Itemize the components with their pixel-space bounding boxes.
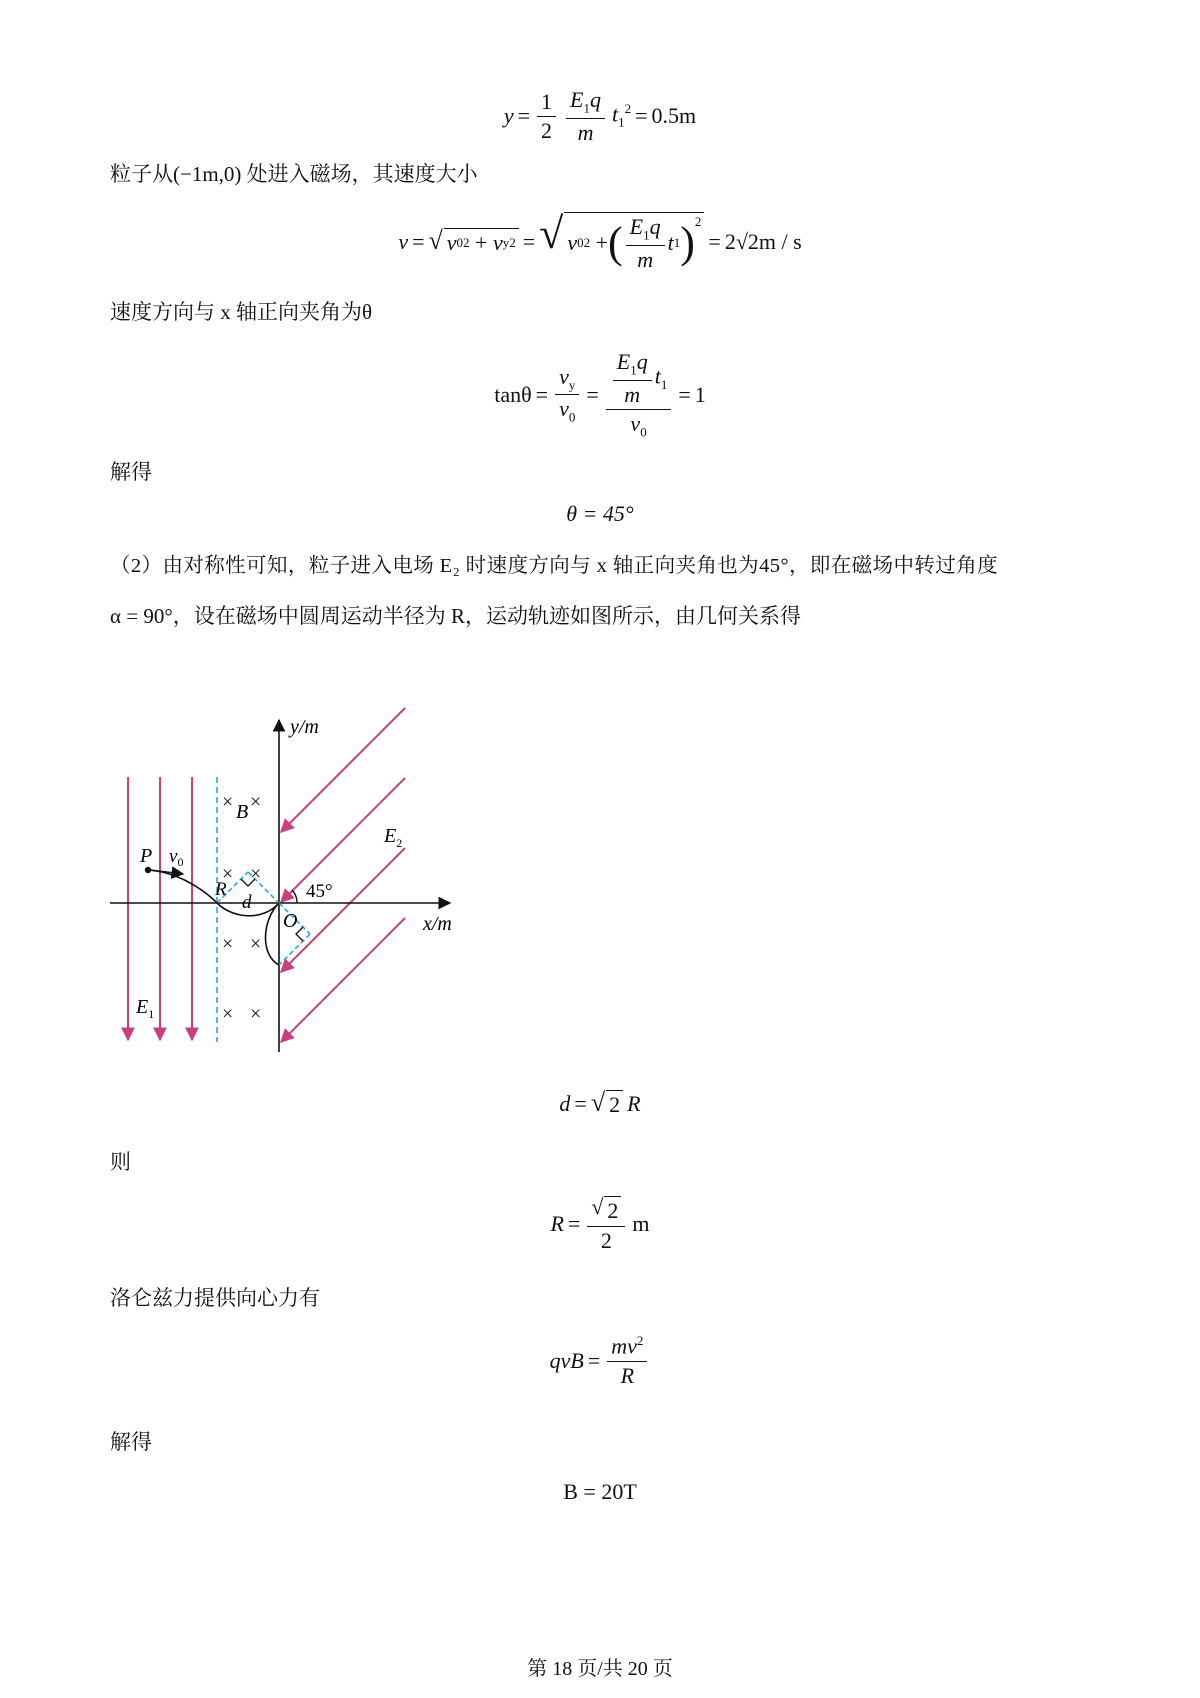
- point-p-dot: [145, 867, 151, 873]
- svg-text:×: ×: [250, 791, 262, 813]
- text-entry-point: 粒子从(−1m,0) 处进入磁场，其速度大小: [110, 162, 478, 186]
- angle-arc: [292, 890, 297, 903]
- svg-text:×: ×: [250, 863, 262, 885]
- equation-tan-theta: tanθ = $\frac{v_y}{v_0}$ = $\frac{E_1q}{m}$ $t_1$ $v_0$ = 1: [494, 349, 706, 440]
- x-axis-label: x/m: [423, 913, 452, 935]
- svg-text:×: ×: [250, 1003, 262, 1025]
- svg-text:×: ×: [250, 933, 262, 955]
- point-p-label: P: [140, 845, 153, 867]
- radius-label: R: [215, 879, 227, 900]
- svg-text:×: ×: [222, 863, 234, 885]
- equation-position-y: y = $\frac{1}{2}$ $\frac{E_1q}{m}$ $t_1^2$ = 0.5m: [503, 87, 697, 145]
- text-solve-2: 解得: [110, 1430, 152, 1454]
- equation-b-result: B = 20T: [563, 1479, 637, 1504]
- equation-velocity: v = √ v 0 2 + v y 2 = √ v 0 2 + ( $\frac{E_1q}{m}$ t 1 ) $^2$ = 2√2m / s: [398, 209, 802, 272]
- y-axis-label: y/m: [290, 716, 319, 738]
- velocity-label: $v_0$: [169, 846, 184, 869]
- magnetic-field-label: B: [236, 801, 249, 823]
- text-solve-1: 解得: [110, 460, 152, 484]
- equation-radius: R = √ 2 2 m: [550, 1194, 650, 1253]
- equation-lorentz: qvB = $\frac{mv^2}{R}$: [0, 1334, 1200, 1388]
- distance-label: d: [242, 892, 252, 913]
- page-footer: 第 18 页/共 20 页: [527, 1658, 673, 1680]
- svg-text:×: ×: [222, 1003, 234, 1025]
- text-then: 则: [110, 1150, 131, 1174]
- origin-label: O: [283, 910, 298, 932]
- equation-d: d = √ 2 R: [559, 1088, 641, 1117]
- e1-label: $E_1$: [136, 996, 155, 1021]
- eq1-rhs: 0.5m: [651, 103, 697, 129]
- angle-label: 45°: [306, 881, 333, 902]
- svg-text:×: ×: [222, 933, 234, 955]
- text-alpha: α = 90°，设在磁场中圆周运动半径为 R，运动轨迹如图所示，由几何关系得: [110, 604, 801, 628]
- text-symmetry: （2）由对称性可知，粒子进入电场 E₂ 时速度方向与 x 轴正向夹角也为45°，即在磁场中转过角度: [110, 555, 998, 577]
- eq2-rhs: 2√2m / s: [724, 228, 802, 254]
- eq1-lhs: y: [503, 103, 514, 129]
- text-lorentz: 洛仑兹力提供向心力有: [110, 1286, 320, 1310]
- svg-text:×: ×: [222, 791, 234, 813]
- e2-label: $E_2$: [384, 825, 403, 850]
- field-e2-lines: [281, 708, 405, 1042]
- text-angle-theta: 速度方向与 x 轴正向夹角为θ: [110, 300, 373, 324]
- equation-theta-result: θ = 45°: [566, 501, 634, 526]
